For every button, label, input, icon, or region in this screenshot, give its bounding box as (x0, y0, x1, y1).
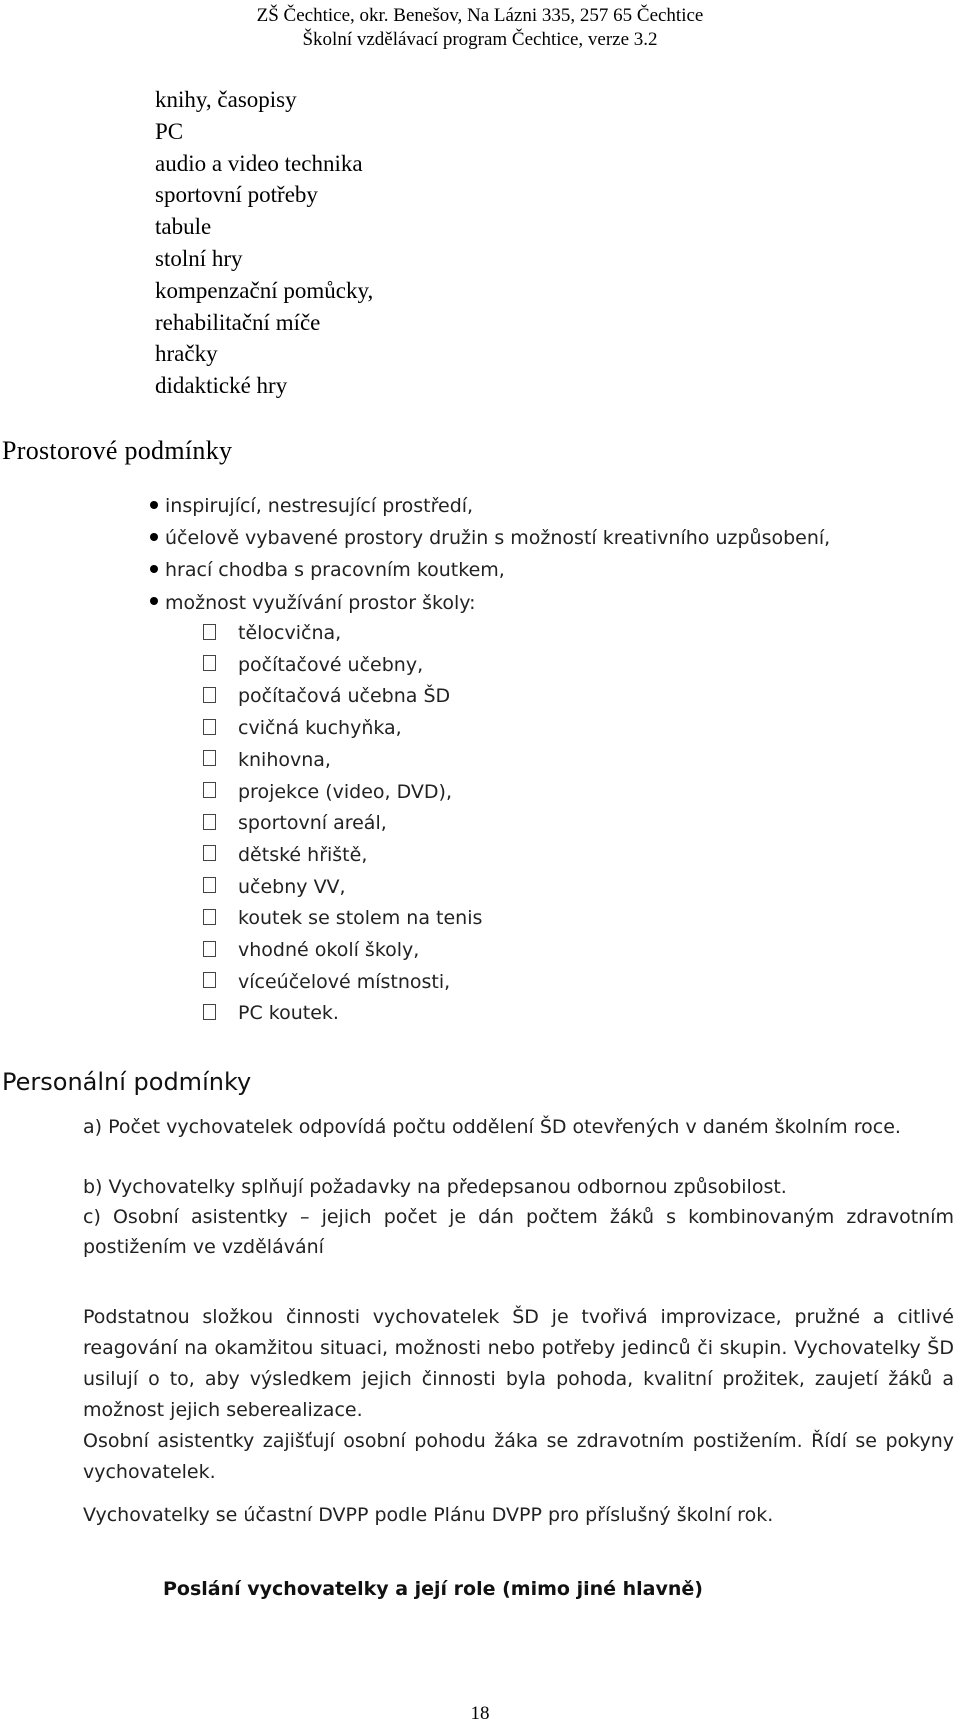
personnel-point-c: c) Osobní asistentky – jejich počet je dán počtem žáků s kombinovaným zdravotním postižením ve vzdělávání (83, 1206, 954, 1258)
list-item: PC koutek. (203, 998, 482, 1030)
personnel-paragraphs (83, 1302, 954, 1488)
equipment-item: rehabilitační míče (155, 309, 321, 335)
list-item: dětské hřiště, (203, 840, 482, 872)
spatial-conditions-heading: Prostorové podmínky (2, 436, 233, 465)
paragraph-assistants: Osobní asistentky zajišťují osobní pohodu žáka se zdravotním postižením. Řídí se pokyny vychovatelek. (83, 1430, 954, 1483)
list-item: sportovní areál, (203, 808, 482, 840)
square-bullet-icon (203, 687, 216, 703)
paragraph-dvpp: Vychovatelky se účastní DVPP podle Plánu DVPP pro příslušný školní rok. (83, 1504, 774, 1526)
list-item: učebny VV, (203, 872, 482, 904)
square-bullet-icon (203, 845, 216, 861)
equipment-item: kompenzační pomůcky, (155, 277, 374, 303)
list-item: počítačové učebny, (203, 650, 482, 682)
square-bullet-icon (203, 909, 216, 925)
list-item: koutek se stolem na tenis (203, 903, 482, 935)
equipment-item: stolní hry (155, 245, 243, 271)
list-item: cvičná kuchyňka, (203, 713, 482, 745)
equipment-item: sportovní potřeby (155, 182, 318, 208)
spatial-bullet-list (150, 490, 830, 619)
equipment-item: hračky (155, 341, 218, 367)
square-bullet-icon (203, 877, 216, 893)
square-bullet-icon (203, 655, 216, 671)
square-bullet-icon (203, 972, 216, 988)
equipment-item: tabule (155, 214, 212, 240)
list-item: víceúčelové místnosti, (203, 967, 482, 999)
list-item: účelově vybavené prostory družin s možností kreativního uzpůsobení, (150, 522, 830, 554)
equipment-item: knihy, časopisy (155, 87, 297, 112)
list-item: počítačová učebna ŠD (203, 681, 482, 713)
equipment-list (155, 84, 373, 402)
list-item: knihovna, (203, 745, 482, 777)
square-bullet-icon (203, 814, 216, 830)
page-header (0, 4, 960, 52)
square-bullet-icon (203, 750, 216, 766)
page-number: 18 (470, 1703, 490, 1724)
header-address: ZŠ Čechtice, okr. Benešov, Na Lázni 335, 257 65 Čechtice (256, 5, 704, 26)
bullet-dot-icon (150, 565, 158, 573)
mission-heading: Poslání vychovatelky a její role (mimo jiné hlavně) (163, 1578, 703, 1600)
personnel-point-a: a) Počet vychovatelek odpovídá počtu oddělení ŠD otevřených v daném školním roce. (83, 1116, 901, 1138)
list-item: možnost využívání prostor školy: (150, 587, 830, 619)
bullet-dot-icon (150, 533, 158, 541)
paragraph-improvisation: Podstatnou složkou činnosti vychovatelek ŠD je tvořivá improvizace, pružné a citlivé reagování na okamžitou situaci, možnosti nebo potřeby jedinců či skupin. Vychovatelky ŠD usilují o to, aby výsledkem jejich činnosti byla pohoda, kvalitní prožitek, zaujetí žáků a možnost jejich seberealizace. (83, 1306, 954, 1421)
list-item: vhodné okolí školy, (203, 935, 482, 967)
list-item: tělocvična, (203, 618, 482, 650)
square-bullet-icon (203, 1004, 216, 1020)
list-item: projekce (video, DVD), (203, 777, 482, 809)
equipment-item: didaktické hry (155, 373, 288, 399)
bullet-dot-icon (150, 501, 158, 509)
list-item: hrací chodba s pracovním koutkem, (150, 554, 830, 586)
square-bullet-icon (203, 941, 216, 957)
equipment-item: audio a video technika (155, 150, 363, 176)
school-rooms-list (203, 618, 482, 1030)
square-bullet-icon (203, 719, 216, 735)
personnel-point-b: b) Vychovatelky splňují požadavky na předepsanou odbornou způsobilost. (83, 1176, 787, 1198)
equipment-item: PC (155, 118, 184, 144)
bullet-dot-icon (150, 597, 158, 605)
square-bullet-icon (203, 624, 216, 640)
header-program: Školní vzdělávací program Čechtice, verze 3.2 (302, 29, 658, 50)
list-item: inspirující, nestresující prostředí, (150, 490, 830, 522)
personnel-conditions-heading: Personální podmínky (2, 1068, 252, 1096)
square-bullet-icon (203, 782, 216, 798)
